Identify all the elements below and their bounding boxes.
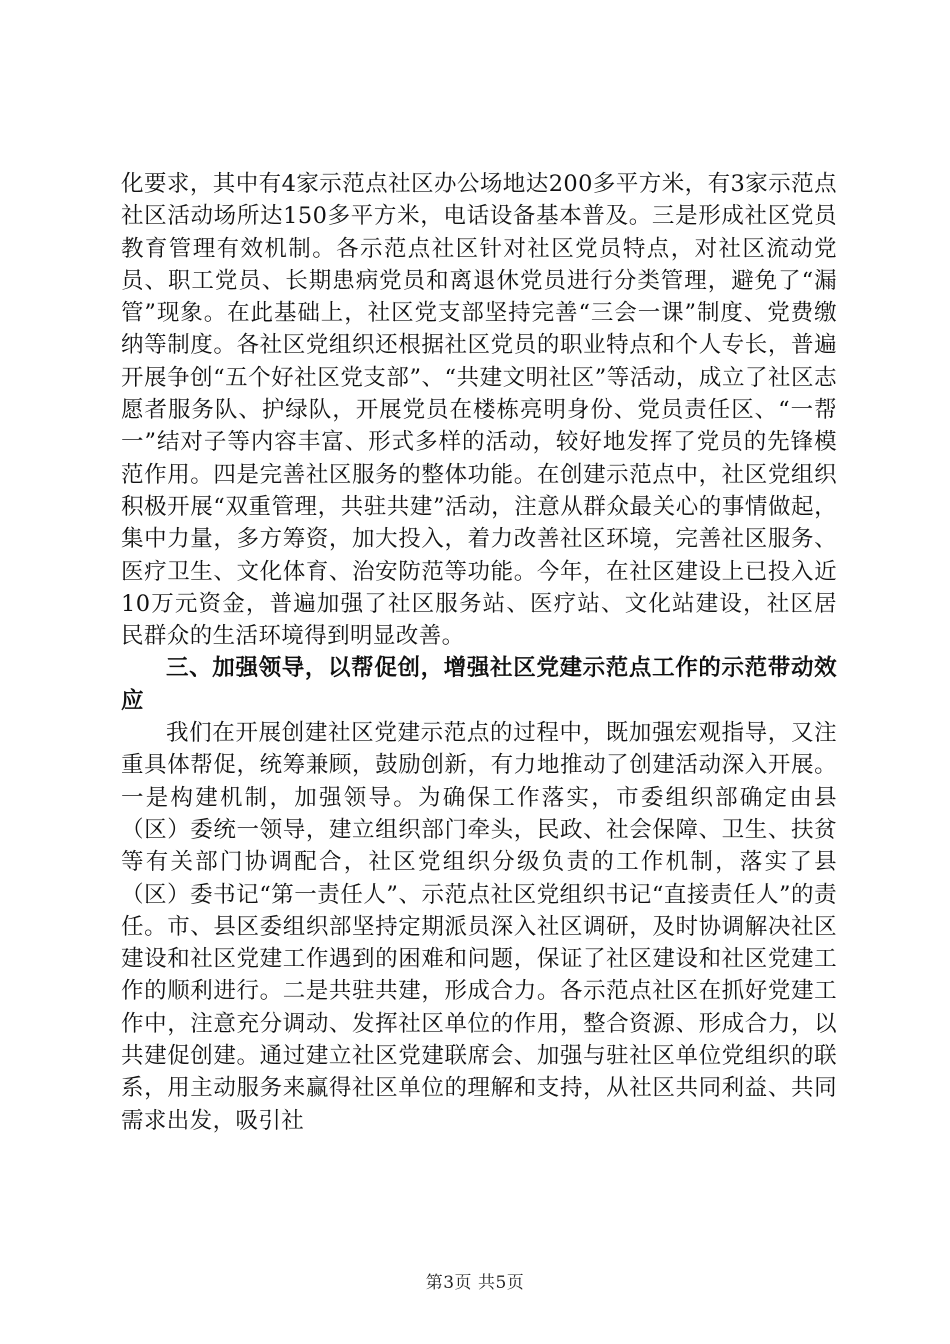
- body-paragraph: 我们在开展创建社区党建示范点的过程中，既加强宏观指导，又注重具体帮促，统筹兼顾，鼓励创新，有力地推动了创建活动深入开展。一是构建机制，加强领导。为确保工作落实，市委组织部确定由县（区）委统一领导，建立组织部门牵头，民政、社会保障、卫生、扶贫等有关部门协调配合，社区党组织分级负责的工作机制，落实了县（区）委书记“第一责任人”、示范点社区党组织书记“直接责任人”的责任。市、县区委组织部坚持定期派员深入社区调研，及时协调解决社区建设和社区党建工作遇到的困难和问题，保证了社区建设和社区党建工作的顺利进行。二是共驻共建，形成合力。各示范点社区在抓好党建工作中，注意充分调动、发挥社区单位的作用，整合资源、形成合力，以共建促创建。通过建立社区党建联席会、加强与驻社区单位党组织的联系，用主动服务来赢得社区单位的理解和支持，从社区共同利益、共同需求出发，吸引社: [121, 720, 837, 1134]
- body-paragraph-continuation: 化要求，其中有4家示范点社区办公场地达200多平方米，有3家示范点社区活动场所达150多平方米，电话设备基本普及。三是形成社区党员教育管理有效机制。各示范点社区针对社区党员特点，对社区流动党员、职工党员、长期患病党员和离退休党员进行分类管理，避免了“漏管”现象。在此基础上，社区党支部坚持完善“三会一课”制度、党费缴纳等制度。各社区党组织还根据社区党员的职业特点和个人专长，普遍开展争创“五个好社区党支部”、“共建文明社区”等活动，成立了社区志愿者服务队、护绿队，开展党员在楼栋亮明身份、党员责任区、“一帮一”结对子等内容丰富、形式多样的活动，较好地发挥了党员的先锋模范作用。四是完善社区服务的整体功能。在创建示范点中，社区党组织积极开展“双重管理，共驻共建”活动，注意从群众最关心的事情做起，集中力量，多方筹资，加大投入，着力改善社区环境，完善社区服务、医疗卫生、文化体育、治安防范等功能。今年，在社区建设上已投入近10万元资金，普遍加强了社区服务站、医疗站、文化站建设，社区居民群众的生活环境得到明显改善。: [121, 171, 837, 650]
- section-heading: 三、加强领导，以帮促创，增强社区党建示范点工作的示范带动效应: [121, 655, 837, 714]
- document-body: [121, 168, 837, 1137]
- page-number-footer: 第3页 共5页: [425, 1273, 525, 1293]
